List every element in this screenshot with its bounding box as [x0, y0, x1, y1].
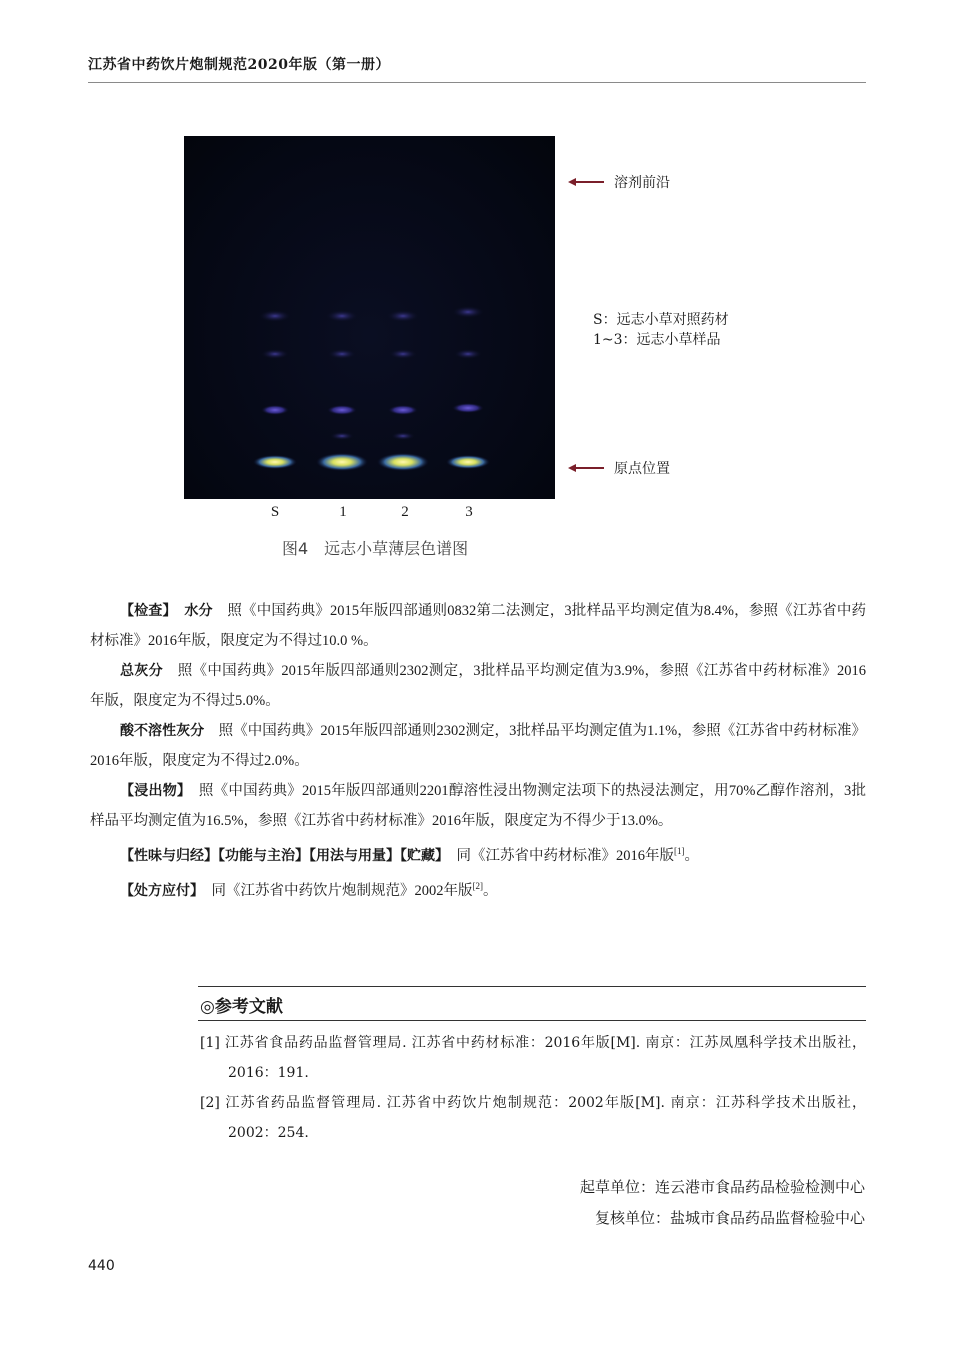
paragraph-text: 同《江苏省中药饮片炮制规范》2002年版: [211, 882, 473, 899]
subsection-label: 总灰分: [120, 663, 163, 679]
paragraph-text: 同《江苏省中药材标准》2016年版: [456, 847, 674, 864]
paragraph-text: 照《中国药典》2015年版四部通则2302测定，3批样品平均测定值为3.9%，参照《江苏省中药材标准》2016年版，限度定为不得过5.0%。: [90, 663, 867, 709]
references-title: ◎参考文献: [200, 997, 283, 1017]
tlc-spots: [184, 136, 555, 499]
paragraph-total-ash: [90, 656, 866, 716]
subsection-label: 水分: [184, 603, 213, 619]
paragraph-text: 照《中国药典》2015年版四部通则2302测定，3批样品平均测定值为1.1%，参照《江苏省中药材标准》2016年版，限度定为不得过2.0%。: [90, 723, 867, 769]
paragraph-prescription: [90, 871, 866, 906]
references-rule-top: [198, 986, 866, 987]
citation-mark: [2]: [472, 880, 483, 891]
references-rule-bottom: [198, 1020, 866, 1021]
solvent-front-label: 溶剂前沿: [614, 175, 670, 191]
arrow-left-icon: [568, 178, 604, 186]
paragraph-end: 。: [483, 882, 498, 899]
review-unit: 复核单位：盐城市食品药品监督检验中心: [594, 1209, 865, 1227]
references-list: [200, 1028, 866, 1148]
paragraph-text: 照《中国药典》2015年版四部通则0832第二法测定，3批样品平均测定值为8.4%，参照《江苏省中药材标准》2016年版，限度定为不得过10.0 %。: [90, 603, 867, 649]
lane-label-s: S: [270, 504, 280, 520]
section-label: 【处方应付】: [120, 882, 197, 899]
paragraph-end: 。: [684, 847, 699, 864]
section-label: 【检查】: [120, 603, 170, 619]
paragraph-moisture: [90, 596, 866, 656]
origin-annotation: [568, 458, 670, 478]
paragraph-properties: [90, 836, 866, 871]
origin-label: 原点位置: [614, 461, 670, 477]
body-text: [90, 596, 866, 906]
figure-caption: 图4 远志小草薄层色谱图: [282, 539, 469, 558]
subsection-label: 酸不溶性灰分: [120, 723, 205, 739]
paragraph-acid-ash: [90, 716, 866, 776]
lane-label-2: 2: [401, 504, 409, 520]
section-label: 【性味与归经】【功能与主治】【用法与用量】【贮藏】: [120, 847, 442, 864]
legend-item: S：远志小草对照药材: [593, 312, 729, 328]
section-label: 【浸出物】: [120, 783, 185, 799]
solvent-front-annotation: [568, 172, 670, 192]
header-rule: [88, 82, 866, 83]
paragraph-extract: [90, 776, 866, 836]
drafting-unit: 起草单位：连云港市食品药品检验检测中心: [579, 1178, 865, 1196]
figure-legend: [593, 310, 729, 350]
lane-label-1: 1: [339, 504, 347, 520]
paragraph-text: 照《中国药典》2015年版四部通则2201醇溶性浸出物测定法项下的热浸法测定，用70%乙醇作溶剂，3批样品平均测定值为16.5%，参照《江苏省中药材标准》2016年版，限度定为不得少于13.0%。: [90, 783, 867, 829]
reference-item: [1] 江苏省食品药品监督管理局. 江苏省中药材标准：2016年版[M]. 南京：江苏凤凰科学技术出版社，2016：191.: [200, 1035, 866, 1081]
legend-item: 1~3：远志小草样品: [593, 332, 721, 348]
page-number: 440: [88, 1258, 115, 1274]
arrow-left-icon: [568, 464, 604, 472]
running-header: 江苏省中药饮片炮制规范2020年版（第一册）: [88, 57, 390, 73]
reference-item: [2] 江苏省药品监督管理局. 江苏省中药饮片炮制规范：2002年版[M]. 南京：江苏科学技术出版社，2002：254.: [200, 1095, 866, 1141]
citation-mark: [1]: [674, 846, 685, 856]
lane-label-3: 3: [465, 504, 473, 520]
tlc-plate-image: [184, 136, 555, 499]
